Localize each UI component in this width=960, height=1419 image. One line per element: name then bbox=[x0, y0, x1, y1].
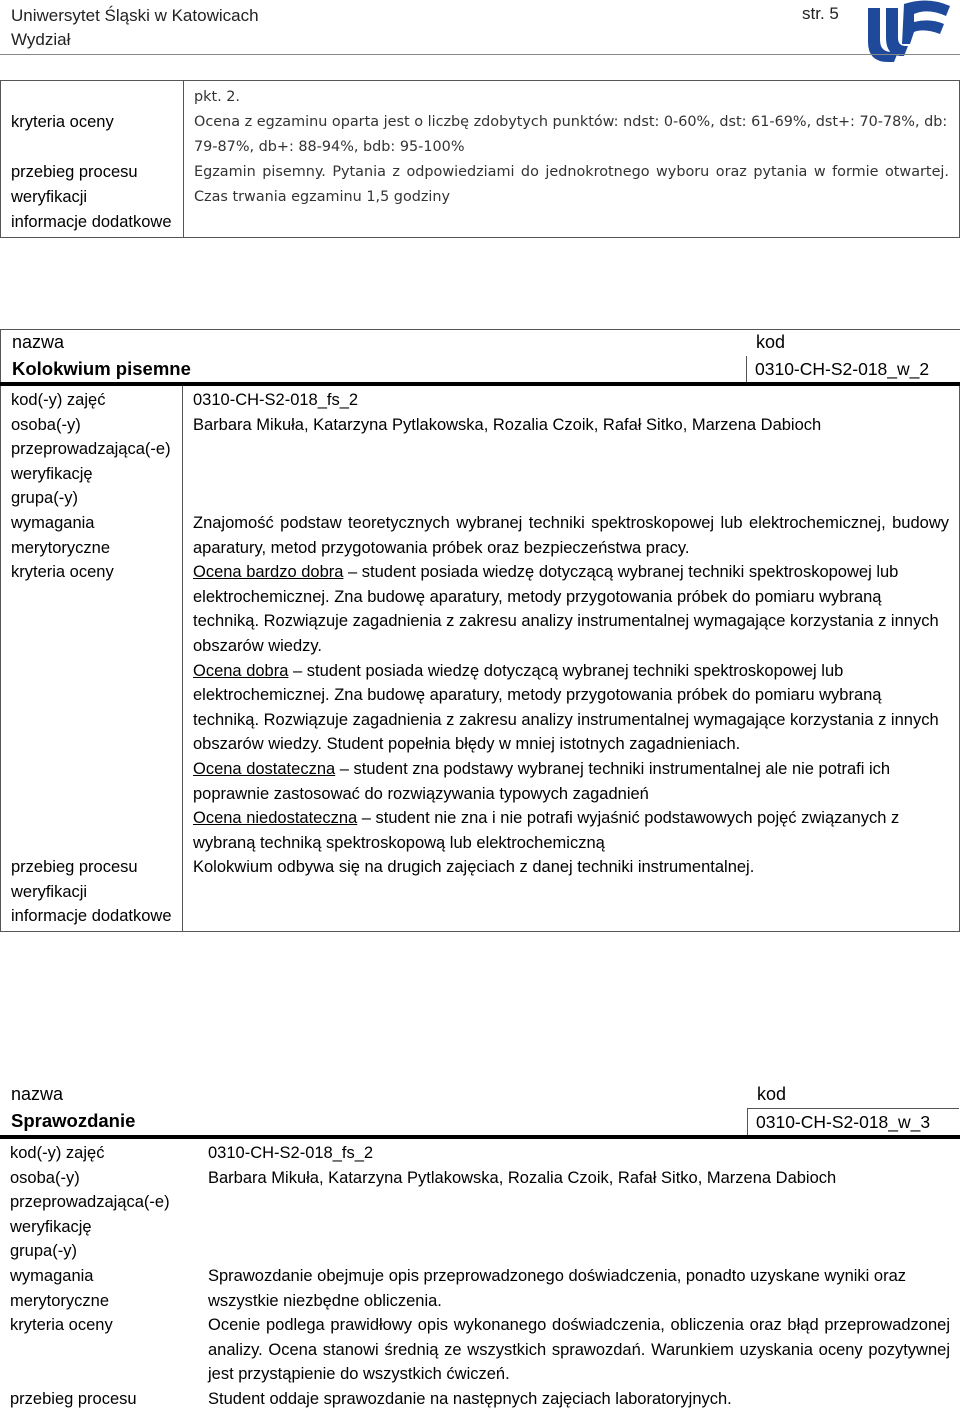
table-row bbox=[1, 560, 960, 855]
table-row bbox=[0, 1239, 960, 1264]
row-label: kryteria oceny bbox=[10, 1316, 113, 1335]
row-value bbox=[183, 486, 960, 511]
section-code: 0310-CH-S2-018_w_2 bbox=[746, 356, 958, 382]
grade-text: – student posiada wiedzę dotyczącą wybranej techniki spektroskopowej lub elektrochemicznej. Zna budowę aparatury, metody przygotowania próbek do pomiaru wybraną techniką. Rozwiązuje zagadnienia z zakresu analizy instrumentalnej wymagające korzystania z innych obszarów wiedzy. Student popełnia błędy w mniej istotnych zagadnieniach. bbox=[193, 661, 939, 754]
table-row bbox=[1, 413, 960, 487]
row-label: grupa(-y) bbox=[1, 486, 183, 511]
table-row bbox=[0, 1264, 960, 1313]
row-value: Kolokwium odbywa się na drugich zajęciach z danej techniki instrumentalnej. bbox=[193, 858, 755, 877]
table-row bbox=[0, 1139, 960, 1166]
row-value bbox=[183, 904, 960, 931]
grade-name: Ocena niedostateczna bbox=[193, 809, 358, 828]
grade-text: – student posiada wiedzę dotyczącą wybranej techniki spektroskopowej lub elektrochemicznej. Zna budowę aparatury, metody przygotowania próbek do pomiaru wybraną techniką. Rozwiązuje zagadnienia z zakresu analizy instrumentalnej wymagające korzystania z innych obszarów wiedzy. bbox=[193, 563, 939, 655]
criteria-item bbox=[193, 659, 949, 757]
criteria-item bbox=[193, 806, 949, 855]
table-row bbox=[1, 110, 960, 160]
row-value: Ocenie podlega prawidłowy opis wykonanego doświadczenia, obliczenia oraz błąd przeprowadzonej analizy. Ocena stanowi średnią ze wszystkich sprawozdań. Warunkiem uzyskania oceny pozytywnej jest przystąpienie do wszystkich ćwiczeń. bbox=[208, 1316, 950, 1384]
section-title: Sprawozdanie bbox=[11, 1110, 136, 1131]
row-value: Znajomość podstaw teoretycznych wybranej techniki spektroskopowej lub elektrochemicznej, budowy aparatury, metod przygotowania próbek oraz bezpieczeństwa pracy. bbox=[193, 513, 949, 557]
grade-name: Ocena bardzo dobra bbox=[193, 563, 344, 582]
code-label: kod bbox=[757, 1084, 787, 1104]
section-code: 0310-CH-S2-018_w_3 bbox=[747, 1108, 959, 1135]
row-value: Barbara Mikuła, Katarzyna Pytlakowska, Rozalia Czoik, Rafał Sitko, Marzena Dabioch bbox=[193, 415, 822, 434]
row-value: 0310-CH-S2-018_fs_2 bbox=[208, 1144, 374, 1162]
row-label: wymagania merytoryczne bbox=[10, 1266, 110, 1310]
table-row bbox=[1, 160, 960, 210]
section-title: Kolokwium pisemne bbox=[12, 358, 191, 379]
table-row bbox=[0, 1166, 960, 1240]
row-value: Sprawozdanie obejmuje opis przeprowadzonego doświadczenia, ponadto uzyskane wyniki oraz wszystkie niezbędne obliczenia. bbox=[208, 1266, 907, 1310]
faculty-name: Wydział bbox=[11, 30, 71, 49]
row-value: Barbara Mikuła, Katarzyna Pytlakowska, Rozalia Czoik, Rafał Sitko, Marzena Dabioch bbox=[208, 1168, 837, 1187]
row-label: wymagania merytoryczne bbox=[1, 511, 183, 560]
table-row bbox=[1, 855, 960, 904]
row-label: osoba(-y) przeprowadzająca(-e) weryfikację bbox=[1, 413, 183, 487]
name-label: nazwa bbox=[11, 1084, 64, 1104]
table-row bbox=[0, 1313, 960, 1387]
page-number: str. 5 bbox=[802, 4, 839, 23]
row-label: grupa(-y) bbox=[10, 1242, 77, 1261]
row-value: Egzamin pisemny. Pytania z odpowiedziami do jednokrotnego wyboru oraz pytania w formie otwartej. Czas trwania egzaminu 1,5 godziny bbox=[194, 164, 949, 205]
criteria-list bbox=[183, 560, 960, 855]
table-row bbox=[0, 1387, 960, 1412]
row-label: kryteria oceny bbox=[1, 110, 184, 160]
section-sprawozdanie-header bbox=[0, 1082, 960, 1134]
row-label: przebieg procesu bbox=[10, 1389, 137, 1408]
row-label: kod(-y) zajęć bbox=[10, 1144, 105, 1162]
row-label: przebieg procesu weryfikacji bbox=[1, 160, 184, 210]
row-value: 0310-CH-S2-018_fs_2 bbox=[193, 391, 359, 409]
name-label: nazwa bbox=[12, 332, 65, 352]
row-label bbox=[1, 81, 184, 111]
table-row bbox=[1, 511, 960, 560]
grade-name: Ocena dostateczna bbox=[193, 759, 336, 778]
row-value: Ocena z egzaminu oparta jest o liczbę zdobytych punktów: ndst: 0-60%, dst: 61-69%, dst+: 70-78%, db: 79-87%, db+: 88-94%, bdb: 95-100% bbox=[194, 114, 948, 155]
row-value bbox=[198, 1239, 960, 1264]
university-name: Uniwersytet Śląski w Katowicach bbox=[11, 6, 259, 25]
section-kolokwium-header bbox=[0, 329, 960, 382]
criteria-item bbox=[193, 560, 949, 658]
university-logo bbox=[858, 0, 954, 66]
row-label: informacje dodatkowe bbox=[1, 210, 184, 237]
table-row bbox=[1, 386, 960, 413]
grade-text: – student nie zna i nie potrafi wyjaśnić podstawowych pojęć związanych z wybraną techniką spektroskopową lub elektrochemiczną bbox=[193, 809, 900, 852]
table-row bbox=[1, 486, 960, 511]
table-row bbox=[1, 904, 960, 931]
criteria-item bbox=[193, 757, 949, 806]
section-sprawozdanie-table bbox=[0, 1139, 960, 1412]
grade-name: Ocena dobra bbox=[193, 661, 289, 680]
row-label: osoba(-y) przeprowadzająca(-e) weryfikację bbox=[10, 1168, 170, 1236]
row-label: informacje dodatkowe bbox=[1, 904, 183, 931]
row-label: przebieg procesu weryfikacji bbox=[1, 855, 183, 904]
section-kolokwium-table bbox=[0, 386, 960, 932]
row-label: kryteria oceny bbox=[1, 560, 183, 855]
table-row bbox=[1, 81, 960, 111]
table-row bbox=[1, 210, 960, 237]
row-value bbox=[184, 210, 960, 237]
code-label: kod bbox=[756, 332, 786, 352]
row-value: pkt. 2. bbox=[194, 89, 240, 105]
row-value: Student oddaje sprawozdanie na następnych zajęciach laboratoryjnych. bbox=[208, 1389, 732, 1408]
header-rule bbox=[0, 54, 960, 55]
grade-text: – student zna podstawy wybranej techniki instrumentalnej ale nie potrafi ich poprawnie zastosować do rozwiązywania typowych zagadnień bbox=[193, 759, 891, 803]
row-label: kod(-y) zajęć bbox=[1, 386, 183, 413]
exam-criteria-table bbox=[0, 80, 960, 238]
page-header bbox=[11, 4, 259, 52]
